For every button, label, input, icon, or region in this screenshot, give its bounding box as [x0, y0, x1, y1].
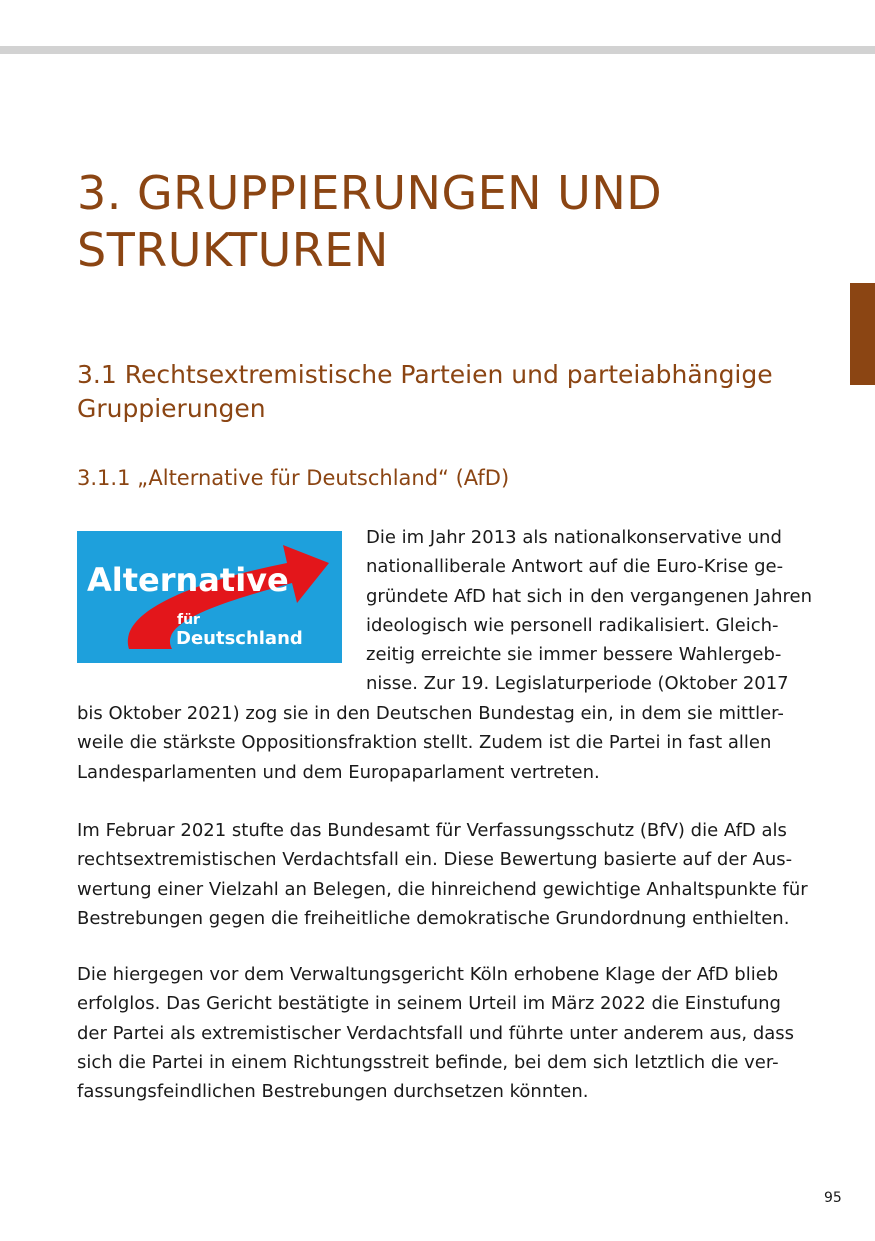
text-line: der Partei als extremistischer Verdachtsfall und führte unter anderem aus, dass [77, 1022, 795, 1044]
text-line: nationalliberale Antwort auf die Euro-Krise ge- [366, 556, 784, 578]
afd-logo [77, 531, 342, 663]
text-line: erfolglos. Das Gericht bestätigte in seinem Urteil im März 2022 die Einstufung [77, 993, 781, 1015]
text-line: zeitig erreichte sie immer bessere Wahlergeb- [366, 644, 782, 666]
text-line: fassungsfeindlichen Bestrebungen durchsetzen könnten. [77, 1081, 589, 1103]
section-title-line: 3.1 Rechtsextremistische Parteien und parteiabhängige [77, 360, 773, 389]
afd-logo-graphic [77, 531, 342, 663]
text-line: nisse. Zur 19. Legislaturperiode (Oktober 2017 [366, 673, 789, 695]
chapter-title [77, 165, 797, 279]
logo-word-alternative: Alternative [87, 561, 289, 599]
text-line: Im Februar 2021 stufte das Bundesamt für Verfassungsschutz (BfV) die AfD als [77, 820, 787, 841]
page-number: 95 [824, 1190, 842, 1206]
section-title-line: Gruppierungen [77, 394, 266, 423]
text-line: rechtsextremistischen Verdachtsfall ein. Diese Bewertung basierte auf der Aus- [77, 849, 793, 871]
chapter-title-line: STRUKTUREN [77, 223, 389, 277]
top-divider-bar [0, 46, 875, 54]
text-line: wertung einer Vielzahl an Belegen, die hinreichend gewichtige Anhaltspunkte für [77, 878, 808, 900]
text-line: Bestrebungen gegen die freiheitliche demokratische Grundordnung enthielten. [77, 907, 790, 929]
subsection-title: 3.1.1 „Alternative für Deutschland“ (AfD) [77, 466, 510, 490]
paragraph-3 [77, 960, 817, 1106]
text-line: ideologisch wie personell radikalisiert. Gleich- [366, 614, 779, 636]
chapter-side-tab [850, 283, 875, 385]
text-line: gründete AfD hat sich in den vergangenen Jahren [366, 585, 812, 607]
chapter-title-line: 3. GRUPPIERUNGEN UND [77, 166, 663, 220]
text-line: Die im Jahr 2013 als nationalkonservative und [366, 527, 782, 548]
text-line: bis Oktober 2021) zog sie in den Deutschen Bundestag ein, in dem sie mittler- [77, 703, 784, 724]
section-title [77, 358, 817, 426]
paragraph-1-wrapped [366, 523, 812, 699]
logo-word-deutschland: Deutschland [176, 628, 303, 649]
logo-word-fuer: für [177, 612, 200, 628]
text-line: weile die stärkste Oppositionsfraktion stellt. Zudem ist die Partei in fast allen [77, 732, 772, 754]
paragraph-1-continued [77, 699, 817, 787]
text-line: sich die Partei in einem Richtungsstreit befinde, bei dem sich letztlich die ver- [77, 1051, 779, 1073]
text-line: Die hiergegen vor dem Verwaltungsgericht Köln erhobene Klage der AfD blieb [77, 964, 779, 985]
text-line: Landesparlamenten und dem Europaparlament vertreten. [77, 761, 600, 783]
paragraph-2 [77, 816, 817, 933]
